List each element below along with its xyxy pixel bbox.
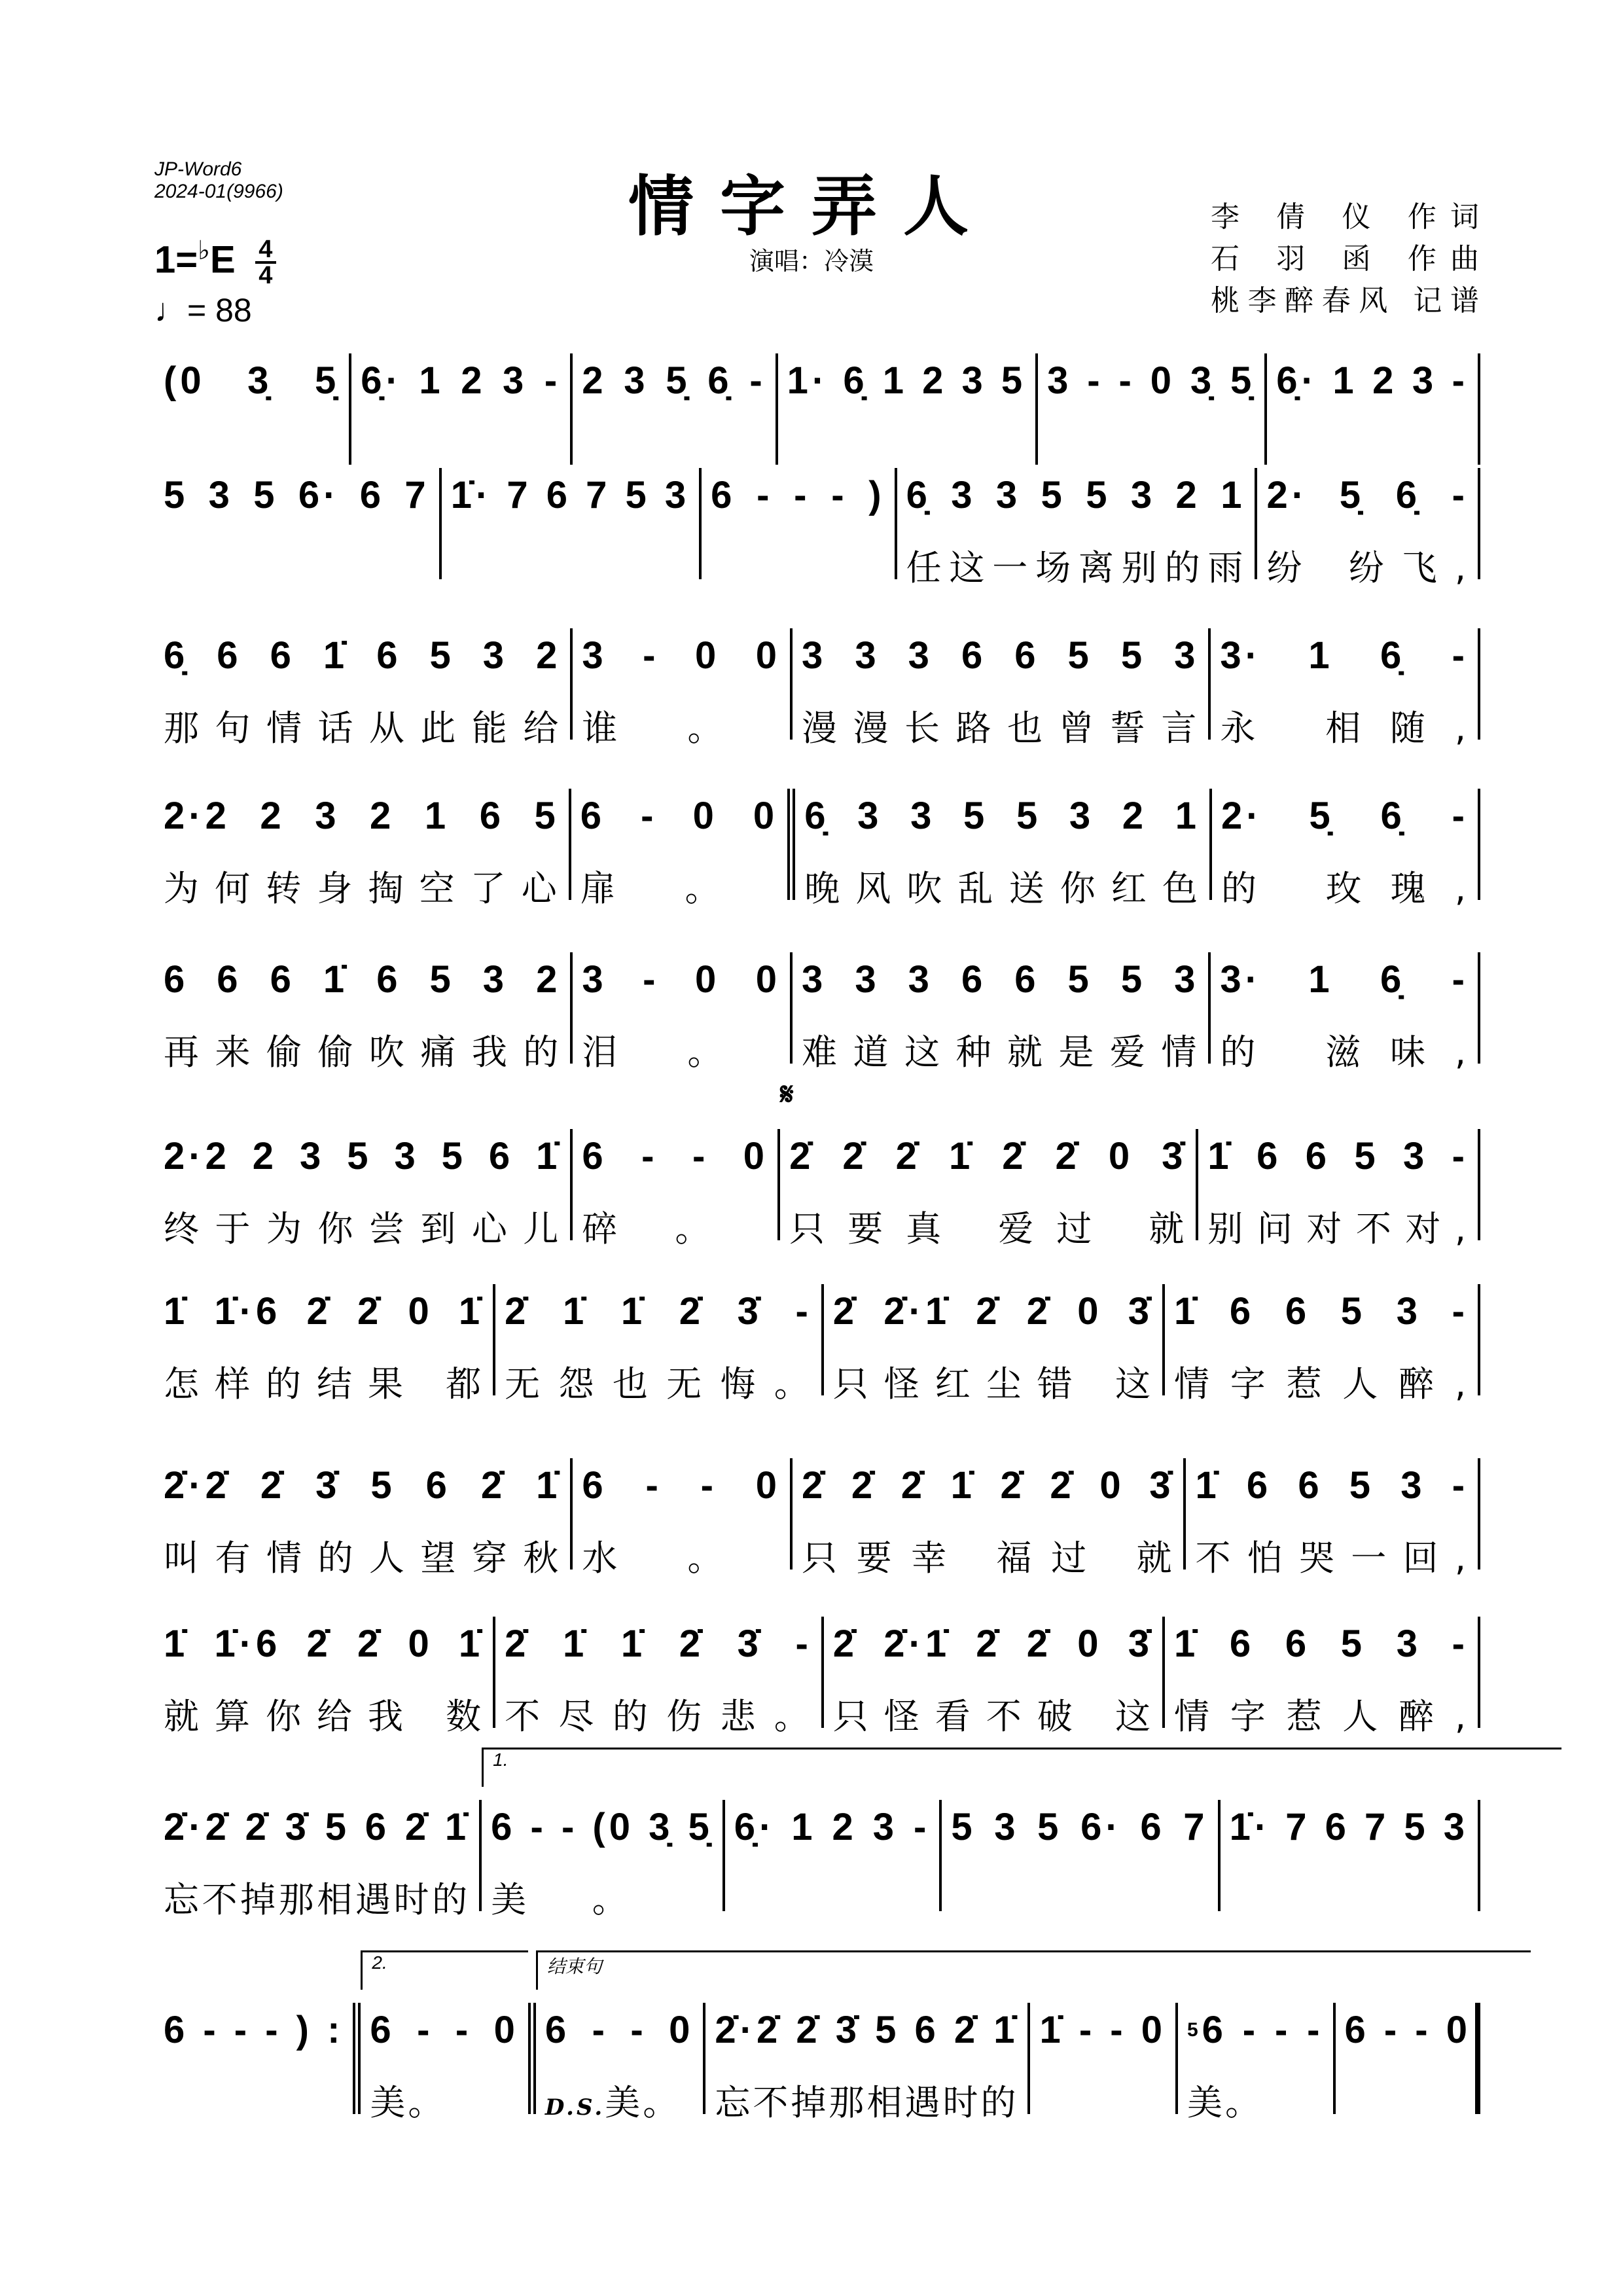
measure-notes [580, 789, 778, 844]
measure-notes [1039, 2003, 1166, 2058]
measure [495, 1284, 824, 1405]
measure-notes [582, 952, 781, 1007]
measure [154, 2003, 361, 2114]
measure [442, 468, 702, 579]
note-text: 6 - - - [1202, 2009, 1324, 2051]
note-text: 3· 1 6̣ - [1220, 958, 1469, 1001]
key-prefix: 1= [154, 238, 198, 281]
measure [897, 468, 1258, 588]
measure-notes [164, 1284, 484, 1339]
measure [154, 789, 571, 909]
measure [824, 1617, 1165, 1737]
measure-notes [164, 2003, 344, 2058]
note-text: 6̣· 1 2 3 - [361, 359, 562, 402]
measure-notes [164, 1129, 561, 1184]
time-bottom: 4 [259, 262, 273, 289]
note-text: 2 3 5̣ 6̣ - [582, 359, 766, 402]
lyric-text: 不怕哭一回, [1195, 1537, 1469, 1579]
note-text: 1· 6̣ 1 2 3 5 [787, 359, 1027, 402]
lyric-text: 泪。 [582, 1031, 781, 1073]
measure-notes [451, 468, 690, 523]
measure [154, 1129, 573, 1249]
measure [793, 952, 1211, 1073]
note-text: 6̣ 3 3 5 5 3 2 1 [906, 474, 1246, 516]
tempo [154, 291, 252, 329]
dal-segno-mark: D.S. [544, 2094, 605, 2121]
lyric-text: 只怪看不破 这 [832, 1696, 1153, 1737]
measure [1257, 468, 1480, 588]
measure [795, 789, 1212, 909]
measure-notes [1174, 1284, 1469, 1339]
measure [154, 1284, 495, 1405]
measure [571, 789, 795, 909]
measure-notes [545, 2003, 694, 2058]
measure-notes [491, 1800, 713, 1855]
grace-note: 5 [1186, 2019, 1202, 2041]
score-line [154, 1458, 1480, 1579]
measure-notes [164, 789, 560, 844]
lyric-text: 情字惹人醉, [1173, 1363, 1469, 1405]
score-line [154, 789, 1480, 909]
measure-notes [906, 468, 1246, 523]
measure-notes [582, 628, 781, 683]
time-signature [255, 238, 276, 287]
measure-notes [370, 2003, 519, 2058]
measure [778, 353, 1038, 465]
note-text: 1̇ 6 6 5 3 - [1173, 1623, 1469, 1665]
lyric-text: 水。 [582, 1537, 781, 1579]
note-text: 6̣· 1 2 3 - [734, 1806, 931, 1848]
note-text: 6̣ 6 6 1̇ 6 5 3 2 [164, 634, 562, 677]
credits [1211, 196, 1479, 322]
score-line [154, 952, 1480, 1073]
measure [1186, 1458, 1480, 1579]
measure-notes [1195, 1458, 1469, 1513]
note-text: 3 - 0 0 [582, 634, 781, 677]
lyric-text: 只要幸 福过 就 [802, 1537, 1175, 1579]
note-text: 1̇· 7 6 7 5 3 [1229, 1806, 1469, 1848]
measure [573, 628, 793, 749]
measure [1221, 1800, 1480, 1911]
note-text: 3 - 0 0 [582, 958, 781, 1001]
score-line [154, 1952, 1480, 2123]
measure-notes [1220, 952, 1469, 1007]
note-text: 1̇ 6 6 5 3 - [1173, 1290, 1469, 1333]
measure [793, 1458, 1186, 1579]
measure [1038, 353, 1267, 465]
measure-notes [802, 628, 1199, 683]
score-line [154, 1077, 1480, 1249]
lyric-text: 的 玫瑰, [1221, 868, 1469, 909]
measure [154, 628, 573, 749]
note-text: 2̇ 2̇·1̇ 2̇ 2̇ 0 3̇ [832, 1290, 1153, 1333]
measure [573, 353, 777, 465]
measure [1267, 353, 1480, 465]
measure-notes [1220, 628, 1469, 683]
score-line [154, 1284, 1480, 1405]
note-text: 6 - 0 0 [580, 795, 779, 837]
key-signature [154, 236, 276, 287]
lyric-text: 美。 [491, 1879, 713, 1920]
note-text: 1̇ - - 0 [1039, 2009, 1166, 2051]
measure [1178, 2003, 1336, 2123]
measure [1165, 1617, 1480, 1737]
measure-notes [711, 468, 885, 523]
lyric-text: 扉。 [580, 868, 779, 909]
score-line [154, 1617, 1480, 1737]
lyric-text: 的 滋味, [1220, 1031, 1469, 1073]
note-text: 2̇ 1̇ 1̇ 2̇ 3̇ - [505, 1290, 812, 1333]
note-text: 6 - - 0 [1344, 2009, 1471, 2051]
note-text: 2̇ 1̇ 1̇ 2̇ 3̇ - [505, 1623, 812, 1665]
note-text: 3· 1 6̣ - [1220, 634, 1469, 677]
lyric-text: 漫漫长路也曾誓言 [802, 708, 1200, 749]
measure [573, 952, 793, 1073]
measure [154, 1800, 482, 1920]
measure-notes [1047, 353, 1255, 408]
measure-notes [1207, 1129, 1469, 1184]
measure [361, 1952, 536, 2123]
measure-notes [164, 952, 561, 1007]
lyric-text: 无怨也无悔。 [505, 1363, 812, 1405]
note-text: 6 - - (0 3̣ 5̣ [491, 1806, 713, 1848]
lyric-text: 只怪红尘错 这 [832, 1363, 1153, 1405]
note-text: 1̇ 1̇·6 2̇ 2̇ 0 1̇ [164, 1290, 484, 1333]
note-text: 1̇· 7 6 7 5 3 [450, 474, 690, 516]
lyric-text: 任这一场离别的雨 [906, 547, 1246, 588]
lyric-text: 只要真 爱过 就 [789, 1208, 1187, 1249]
lyric-text: 忘不掉那相遇时的 [715, 2082, 1019, 2123]
note-text: 2·2 2 3 2 1 6 5 [164, 795, 560, 837]
note-text: 6 - - - ) [711, 474, 885, 516]
note-text: 6 - - 0 [544, 2009, 694, 2051]
measure-notes [505, 1284, 812, 1339]
measure [1212, 789, 1480, 909]
measure-notes [789, 1129, 1186, 1184]
measure-notes [164, 468, 430, 523]
measure-notes [164, 1800, 470, 1855]
measure [154, 468, 442, 579]
measure [154, 952, 573, 1073]
measure [1030, 2003, 1178, 2114]
measure-notes [804, 789, 1200, 844]
measure [1198, 1129, 1480, 1249]
lyric-text: 怎样的结果 都 [164, 1363, 484, 1405]
measure [780, 1077, 1198, 1249]
lyric-text: 就算你给我 数 [164, 1696, 484, 1737]
note-text: 2̇·2̇ 2̇ 3̇ 5 6 2̇ 1̇ [715, 2009, 1019, 2051]
note-text: 3 3 3 6 6 5 5 3 [802, 634, 1200, 677]
measure [702, 468, 897, 579]
measure [942, 1800, 1220, 1911]
measure-notes [582, 353, 766, 408]
measure [482, 1749, 725, 1920]
lyric-text: 不尽的伤悲。 [505, 1696, 812, 1737]
composer: 石 羽 函 作曲 [1211, 242, 1479, 276]
measure-notes [833, 1284, 1153, 1339]
note-text: 3 3 3 6 6 5 5 3 [802, 958, 1200, 1001]
measure-notes [164, 1617, 484, 1672]
measure [793, 628, 1211, 749]
measure [1336, 2003, 1481, 2114]
note-text: 1̇ 6 6 5 3 - [1207, 1135, 1469, 1177]
measure [154, 1617, 495, 1737]
tempo-value: = 88 [187, 292, 252, 329]
transcriber: 桃李醉春风 记谱 [1211, 284, 1479, 317]
measure-notes [833, 1617, 1153, 1672]
key-note: E [210, 238, 236, 281]
note-text: 1̇ 1̇·6 2̇ 2̇ 0 1̇ [164, 1623, 484, 1665]
measure [351, 353, 573, 465]
measure [536, 1956, 706, 2123]
measure [1211, 952, 1480, 1073]
measure [824, 1284, 1165, 1405]
note-text: 6 - - 0 [582, 1135, 769, 1177]
score-line [154, 468, 1480, 588]
lyric-text: 谁。 [582, 708, 781, 749]
date-label: 2024-01(9966) [154, 181, 283, 202]
note-text: 5 3 5 6· 6 7 [951, 1806, 1209, 1848]
measure [573, 1129, 780, 1249]
note-text: 2· 5̣ 6̣ - [1221, 795, 1469, 837]
singer: 演唱：冷漠 [749, 247, 874, 276]
lyric-text: 忘不掉那相遇时的 [164, 1879, 471, 1920]
lyric-text: 碎。 [582, 1208, 769, 1249]
segno-icon: 𝄋 [780, 1077, 794, 1112]
note-text: (0 3̣ 5̣ [164, 359, 340, 402]
lyric-text: 永 相随, [1220, 708, 1469, 749]
measure [1165, 1284, 1480, 1405]
measure-notes [1174, 1617, 1469, 1672]
lyric-text: 叫有情的人望穿秋 [164, 1537, 562, 1579]
lyricist: 李 倩 仪 作词 [1211, 200, 1479, 234]
lyric-text: 别问对不对, [1207, 1208, 1469, 1249]
note-text: 6 - - - ) : [164, 2009, 344, 2051]
note-text: 2̇·2̇ 2̇ 3̇ 5 6 2̇ 1̇ [164, 1806, 471, 1848]
note-text: 3 - - 0 3̣ 5̣ [1047, 359, 1256, 402]
note-text: 6̣· 1 2 3 - [1276, 359, 1469, 402]
measure-notes [1266, 468, 1469, 523]
score-line [154, 353, 1480, 465]
measure-notes [164, 628, 561, 683]
measure [1211, 628, 1480, 749]
measure-notes [802, 1458, 1174, 1513]
note-text: 5 3 5 6· 6 7 [164, 474, 430, 516]
lyric-text: 难道这种就是爱情 [802, 1031, 1200, 1073]
measure-notes [802, 952, 1199, 1007]
lyric-text: 情字惹人醉, [1173, 1696, 1469, 1737]
lyric-text: 再来偷偷吹痛我的 [164, 1031, 562, 1073]
coda-bracket: 结束句 [536, 1950, 1531, 1990]
lyric-text: 美。 [1186, 2082, 1263, 2123]
measure [573, 1458, 793, 1579]
second-ending-bracket: 2. [361, 1950, 528, 1990]
note-text: 6 6 6 1̇ 6 5 3 2 [164, 958, 562, 1001]
lyric-text: 那句情话从此能给 [164, 708, 562, 749]
lyric-text: 纷 纷飞, [1266, 547, 1469, 588]
note-text: 6 - - 0 [582, 1464, 781, 1507]
measure-notes [164, 1458, 561, 1513]
flat-icon: ♭ [198, 236, 211, 265]
measure-notes [505, 1617, 812, 1672]
measure-notes [361, 353, 561, 408]
first-ending-bracket: 1. [482, 1748, 1561, 1787]
lyric-text: 美。 [605, 2082, 681, 2123]
measure-notes [582, 1129, 768, 1184]
measure-notes [951, 1800, 1208, 1855]
time-top: 4 [259, 236, 273, 263]
software-label: JP-Word6 [154, 158, 242, 180]
note-text: 1̇ 6 6 5 3 - [1195, 1464, 1469, 1507]
lyric-text: 美。 [370, 2082, 446, 2123]
measure-notes [1221, 789, 1469, 844]
measure [495, 1617, 824, 1737]
note-text: 2̇·2̇ 2̇ 3̇ 5 6 2̇ 1̇ [164, 1464, 562, 1507]
quarter-note-icon: ♩ [154, 292, 187, 329]
measure-notes [734, 1800, 931, 1855]
measure-notes [1187, 2003, 1324, 2058]
measure-notes [1230, 1800, 1469, 1855]
measure-notes [1345, 2003, 1472, 2058]
measure-notes [1276, 353, 1469, 408]
note-text: 2·2 2 3 5 3 5 6 1̇ [164, 1135, 562, 1177]
note-text: 2̇ 2̇ 2̇ 1̇ 2̇ 2̇ 0 3̇ [802, 1464, 1175, 1507]
score-line [154, 628, 1480, 749]
measure-notes [164, 353, 340, 408]
lyric-text: 晚风吹乱送你红色 [804, 868, 1200, 909]
measure-notes [715, 2003, 1018, 2058]
note-text: 6 - - 0 [370, 2009, 519, 2051]
score-line [154, 1749, 1480, 1920]
measure-notes [787, 353, 1026, 408]
note-text: 2̇ 2̇·1̇ 2̇ 2̇ 0 3̇ [832, 1623, 1153, 1665]
note-text: 6̣ 3 3 5 5 3 2 1 [804, 795, 1200, 837]
measure-notes [582, 1458, 781, 1513]
note-text: 2· 5̣ 6̣ - [1266, 474, 1469, 516]
lyric-text: 终于为你尝到心儿 [164, 1208, 562, 1249]
measure [705, 2003, 1030, 2123]
song-title: 情字弄人 [628, 168, 995, 245]
measure [154, 353, 351, 465]
note-text: 2̇ 2̇ 2̇ 1̇ 2̇ 2̇ 0 3̇ [789, 1135, 1187, 1177]
lyric-text: 为何转身掏空了心 [164, 868, 560, 909]
measure [725, 1800, 942, 1911]
measure [154, 1458, 573, 1579]
